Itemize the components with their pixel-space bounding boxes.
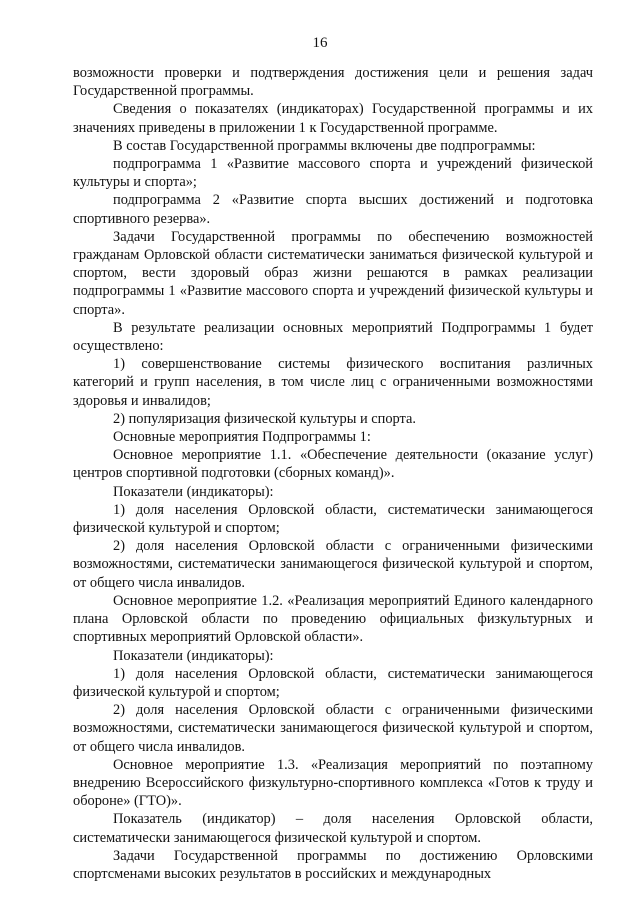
paragraph-subprograms-intro: В состав Государственной программы включены две подпрограммы: [113,137,536,154]
paragraph-main-activities-heading: Основные мероприятия Подпрограммы 1: [113,429,371,446]
paragraph-indicator-1-3: Показатель (индикатор) – доля населения Орловской области, систематически занимающегося физической культурой и спортом. [73,811,593,846]
paragraph-result-item-2: 2) популяризация физической культуры и спорта. [113,410,417,427]
paragraph-activity-1-3: Основное мероприятие 1.3. «Реализация мероприятий по поэтапному внедрению Всероссийского физкультурно-спортивного комплекса «Готов к труду и обороне» (ГТО)». [73,756,593,810]
paragraph-indicator-1-1-2: 2) доля населения Орловской области с ограниченными физическими возможностями, систематически занимающегося физической культурой и спортом, от общего числа инвалидов. [73,538,593,591]
paragraph-tasks-mass-sport: Задачи Государственной программы по обеспечению возможностей гражданам Орловской области систематически заниматься физической культурой и спортом, вести здоровый образ жизни решаются в рамках реализации подпрограммы 1 «Развитие массового спорта и учреждений физической культуры и спорта». [73,228,593,318]
paragraph-indicators-heading-1: Показатели (индикаторы): [113,483,274,500]
paragraph-subprogram-2: подпрограмма 2 «Развитие спорта высших достижений и подготовка спортивного резерва». [73,192,593,227]
page-number: 16 [312,35,328,51]
paragraph-tasks-high-results: Задачи Государственной программы по достижению Орловскими спортсменами высоких результатов в российских и международных [73,847,593,882]
paragraph-continuation: возможности проверки и подтверждения достижения цели и решения задач Государственной программы. [73,65,593,100]
paragraph-results-intro: В результате реализации основных мероприятий Подпрограммы 1 будет осуществлено: [73,319,593,355]
paragraph-indicators-info: Сведения о показателях (индикаторах) Государственной программы и их значениях приведены в приложении 1 к Государственной программе. [73,101,593,136]
paragraph-indicators-heading-2: Показатели (индикаторы): [113,647,274,664]
paragraph-activity-1-2: Основное мероприятие 1.2. «Реализация мероприятий Единого календарного плана Орловской области по проведению официальных физкультурных и спортивных мероприятий Орловской области». [73,592,593,646]
paragraph-indicator-1-1-1: 1) доля населения Орловской области, систематически занимающегося физической культурой и спортом; [73,501,593,537]
paragraph-subprogram-1: подпрограмма 1 «Развитие массового спорта и учреждений физической культуры и спорта»; [73,156,593,191]
paragraph-indicator-1-2-1: 1) доля населения Орловской области, систематически занимающегося физической культурой и спортом; [73,665,593,700]
paragraph-result-item-1: 1) совершенствование системы физического воспитания различных категорий и групп населения, в том числе лиц с ограниченными возможностями здоровья и инвалидов; [73,356,593,409]
paragraph-activity-1-1: Основное мероприятие 1.1. «Обеспечение деятельности (оказание услуг) центров спортивной подготовки (сборных команд)». [73,447,593,482]
paragraph-indicator-1-2-2: 2) доля населения Орловской области с ограниченными физическими возможностями, систематически занимающегося физической культурой и спортом, от общего числа инвалидов. [73,702,593,755]
document-body [73,64,593,883]
